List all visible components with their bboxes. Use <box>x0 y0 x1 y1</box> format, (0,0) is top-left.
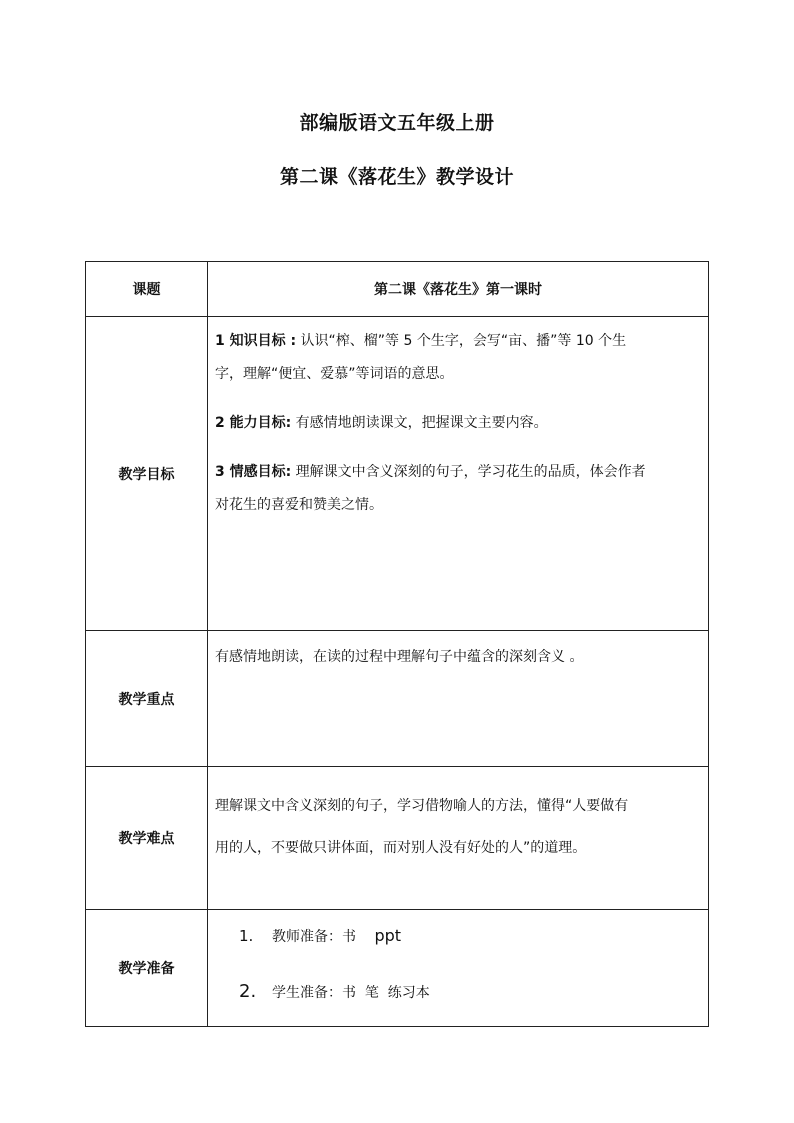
difficulty-label: 教学难点 <box>86 767 208 910</box>
preparation-item-text: 教师准备：书 <box>272 929 356 945</box>
goals-content <box>208 317 709 631</box>
topic-label: 课题 <box>86 262 208 317</box>
difficulty-text-1: 理解课文中含义深刻的句子，学习借物喻人的方法，懂得“人要做有 <box>215 798 629 814</box>
difficulty-text-2: 用的人，不要做只讲体面，而对别人没有好处的人”的道理。 <box>215 840 587 856</box>
preparation-item-extra: ppt <box>374 926 402 945</box>
goal-knowledge-text-2: 字，理解“便宜、爱慕”等词语的意思。 <box>215 366 454 382</box>
goal-ability <box>215 407 702 440</box>
goal-emotion <box>215 456 702 522</box>
document-subtitle: 第二课《落花生》教学设计 <box>279 166 514 188</box>
table-row-preparation <box>86 910 709 1027</box>
goal-knowledge <box>215 325 702 391</box>
goal-emotion-text-1: 理解课文中含义深刻的句子，学习花生的品质，体会作者 <box>295 464 646 480</box>
goals-label: 教学目标 <box>86 317 208 631</box>
table-row-topic <box>86 262 709 317</box>
preparation-item-number: 2. <box>239 981 257 1002</box>
table-row-focus <box>86 631 709 767</box>
preparation-item-teacher <box>215 914 702 970</box>
topic-value: 第二课《落花生》第一课时 <box>208 262 709 317</box>
table-row-difficulty <box>86 767 709 910</box>
preparation-item-text: 学生准备：书 笔 练习本 <box>272 985 430 1001</box>
goal-knowledge-text-1: 认识“榨、榴”等 5 个生字，会写“亩、播”等 10 个生 <box>300 333 627 349</box>
difficulty-content <box>208 767 709 910</box>
goal-ability-text: 有感情地朗读课文，把握课文主要内容。 <box>295 415 548 431</box>
preparation-item-student <box>215 970 702 1026</box>
preparation-item-number: 1. <box>239 927 254 945</box>
goal-knowledge-label: 1 知识目标 : <box>215 333 297 349</box>
goal-emotion-label: 3 情感目标: <box>215 464 292 480</box>
focus-content <box>208 631 709 767</box>
preparation-content <box>208 910 709 1027</box>
goal-emotion-text-2: 对花生的喜爱和赞美之情。 <box>215 497 383 513</box>
goal-ability-label: 2 能力目标: <box>215 415 292 431</box>
document-title: 部编版语文五年级上册 <box>299 112 495 134</box>
preparation-label: 教学准备 <box>86 910 208 1027</box>
focus-text: 有感情地朗读，在读的过程中理解句子中蕴含的深刻含义 。 <box>215 649 584 665</box>
focus-label: 教学重点 <box>86 631 208 767</box>
lesson-plan-table <box>85 261 709 1027</box>
table-row-goals <box>86 317 709 631</box>
